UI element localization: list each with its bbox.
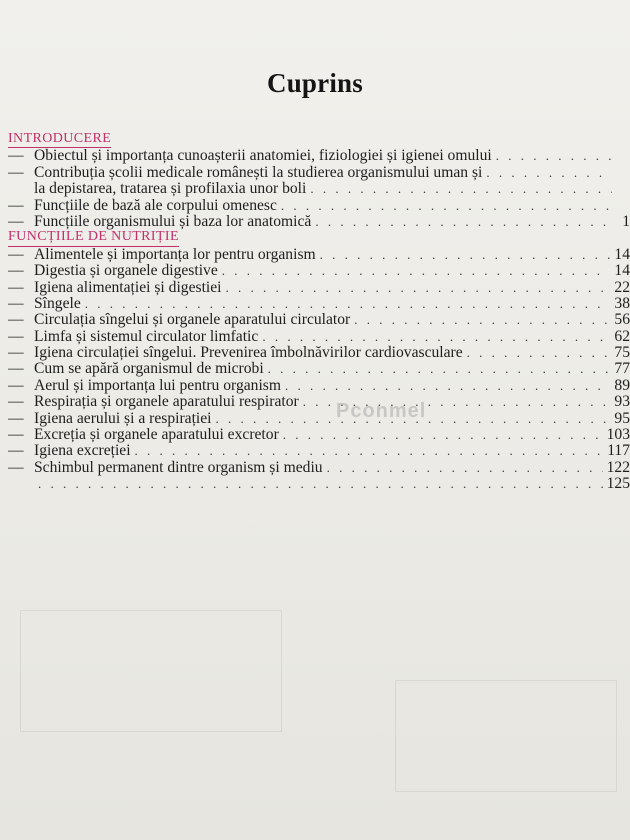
toc-leader-dots: [327, 460, 603, 476]
toc-entry: [8, 394, 630, 410]
toc-dash: —: [8, 328, 24, 345]
toc-leader-dots: [85, 296, 611, 312]
toc-leader-dots: [320, 247, 611, 263]
toc-dash: —: [8, 361, 24, 378]
toc-entry-title: Digestia și organele digestive: [34, 263, 218, 280]
toc-leader-dots: [222, 263, 611, 279]
toc-page-number: 117: [607, 443, 630, 460]
toc-entry: [8, 443, 630, 459]
toc-entry: [8, 411, 630, 427]
toc-dash: —: [8, 279, 24, 296]
toc-dash: —: [8, 213, 24, 230]
toc-entry: [8, 280, 630, 296]
toc-entry: [8, 263, 630, 279]
toc-entry: [8, 361, 630, 377]
toc-page-number: 38: [614, 295, 630, 312]
toc-entry: [8, 148, 630, 164]
toc-leader-dots: [38, 476, 603, 492]
toc-dash: —: [8, 197, 24, 214]
toc-leader-dots: [486, 165, 612, 181]
toc-leader-dots: [285, 378, 610, 394]
toc-leader-dots: [354, 312, 610, 328]
toc-entry: [8, 181, 630, 197]
toc-entry-title: Obiectul și importanța cunoașterii anatomiei, fiziologiei și igienei omului: [34, 148, 492, 165]
toc-entry-title: Aerul și importanța lui pentru organism: [34, 377, 282, 394]
toc-entry-title: Circulația sîngelui și organele aparatului circulator: [34, 312, 351, 329]
toc-leader-dots: [262, 329, 610, 345]
toc-dash: —: [8, 443, 24, 460]
toc-entry: [8, 329, 630, 345]
toc-page-number: 125: [606, 476, 630, 493]
toc-leader-dots: [135, 443, 604, 459]
toc-leader-dots: [496, 148, 612, 164]
toc-page-number: 14: [614, 263, 630, 280]
watermark: Pconmel: [336, 400, 427, 422]
toc-leader-dots: [310, 181, 612, 197]
show-through-diagram: [395, 680, 617, 792]
toc-page-number: 93: [614, 394, 630, 411]
toc-entry-title: Funcțiile de bază ale corpului omenesc: [34, 197, 277, 214]
toc-entry-title: Alimentele și importanța lor pentru organism: [34, 246, 316, 263]
toc-page-number: 1: [622, 213, 630, 230]
toc-entry-title: Igiena aerului și a respirației: [34, 410, 212, 427]
toc-entry: [8, 312, 630, 328]
toc-page-number: 122: [606, 459, 630, 476]
toc-entry: [8, 214, 630, 230]
toc-dash: —: [8, 394, 24, 411]
toc-section-heading: [8, 230, 630, 246]
toc-entry-title: Schimbul permanent dintre organism și mediu: [34, 459, 323, 476]
toc-section-heading: [8, 132, 630, 148]
toc-entry-title: Cum se apără organismul de microbi: [34, 361, 264, 378]
toc-entry-title: Igiena excreției: [34, 443, 131, 460]
toc-leader-dots: [283, 427, 603, 443]
toc-dash: —: [8, 295, 24, 312]
toc-page-number: 95: [614, 410, 630, 427]
toc-dash: —: [8, 345, 24, 362]
toc-leader-dots: [315, 214, 612, 230]
table-of-contents: [8, 132, 630, 493]
toc-page-number: 62: [614, 328, 630, 345]
toc-leader-dots: [281, 198, 612, 214]
toc-entry: [8, 345, 630, 361]
toc-entry: [8, 427, 630, 443]
toc-entry: [8, 476, 630, 492]
toc-entry: [8, 378, 630, 394]
toc-entry-title: Respirația și organele aparatului respirator: [34, 394, 299, 411]
toc-dash: —: [8, 246, 24, 263]
toc-dash: —: [8, 148, 24, 165]
toc-entry: [8, 460, 630, 476]
toc-entry-title: Sîngele: [34, 295, 81, 312]
toc-entry-title: Igiena alimentației și digestiei: [34, 279, 222, 296]
toc-page-number: 75: [614, 345, 630, 362]
toc-dash: —: [8, 410, 24, 427]
toc-leader-dots: [268, 361, 611, 377]
toc-page-number: 14: [614, 246, 630, 263]
toc-page-number: 103: [606, 427, 630, 444]
toc-dash: —: [8, 427, 24, 444]
toc-entry-title: Limfa și sistemul circulator limfatic: [34, 328, 259, 345]
toc-page-number: 22: [614, 279, 630, 296]
toc-entry-title: Funcțiile organismului și baza lor anatomică: [34, 213, 312, 230]
toc-entry-title: Contribuția școlii medicale românești la studierea organismului uman și: [34, 164, 483, 181]
toc-dash: —: [8, 459, 24, 476]
toc-section-label: FUNCȚIILE DE NUTRIȚIE: [8, 230, 179, 246]
toc-dash: —: [8, 263, 24, 280]
toc-section-label: INTRODUCERE: [8, 132, 111, 148]
toc-entry: [8, 198, 630, 214]
toc-entry: [8, 247, 630, 263]
toc-entry-title: Excreția și organele aparatului excretor: [34, 427, 279, 444]
toc-entry-title: la depistarea, tratarea și profilaxia unor boli: [34, 181, 307, 198]
toc-page-number: 89: [614, 377, 630, 394]
toc-dash: —: [8, 377, 24, 394]
toc-entry-title: Igiena circulației sîngelui. Prevenirea îmbolnăvirilor cardiovasculare: [34, 345, 463, 362]
toc-entry: [8, 296, 630, 312]
toc-dash: —: [8, 312, 24, 329]
toc-entry: [8, 165, 630, 181]
show-through-diagram: [20, 610, 282, 732]
toc-dash: —: [8, 164, 24, 181]
toc-page-number: 77: [614, 361, 630, 378]
toc-leader-dots: [467, 345, 611, 361]
toc-leader-dots: [226, 280, 611, 296]
page-title: Cuprins: [267, 68, 363, 98]
toc-page-number: 56: [614, 312, 630, 329]
